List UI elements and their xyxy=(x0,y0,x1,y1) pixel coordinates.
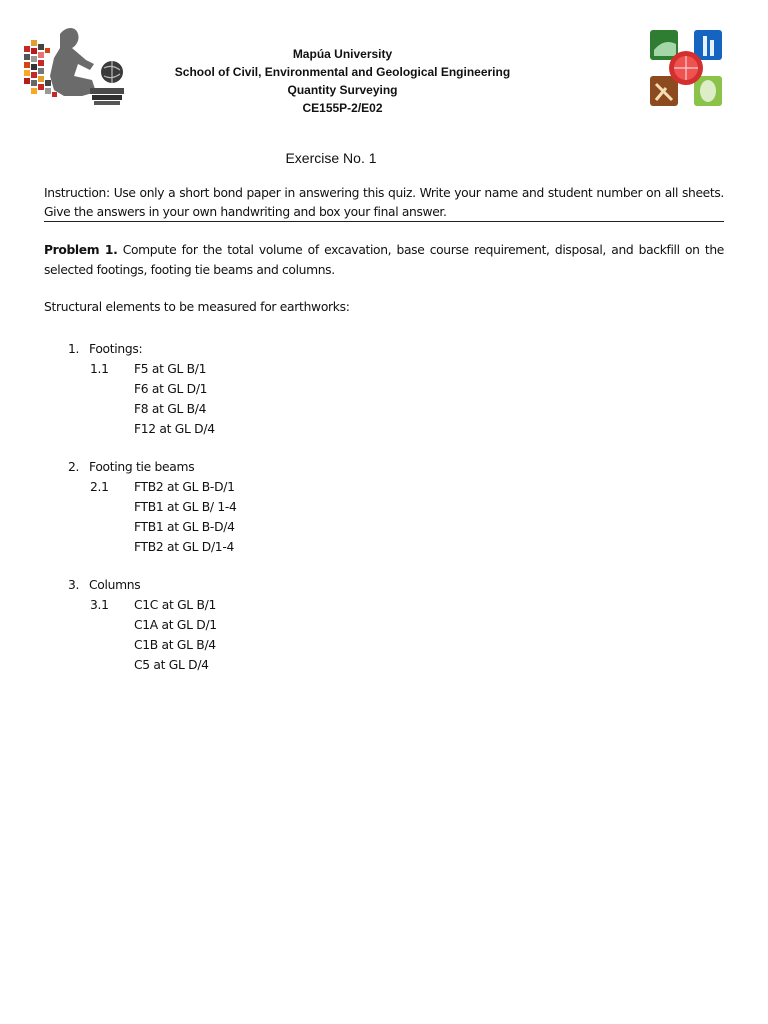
school-quadrant-logo xyxy=(648,28,724,108)
course-name: Quantity Surveying xyxy=(287,83,398,97)
list-item: C5 at GL D/4 xyxy=(134,658,209,672)
section-number: 3. xyxy=(68,578,80,592)
structural-elements-heading: Structural elements to be measured for earthworks: xyxy=(44,300,350,314)
list-item: C1C at GL B/1 xyxy=(134,598,216,612)
sub-number: 2.1 xyxy=(90,480,109,494)
list-item: F8 at GL B/4 xyxy=(134,402,207,416)
section-title: Footing tie beams xyxy=(89,460,195,474)
sub-number: 1.1 xyxy=(90,362,109,376)
list-item: F5 at GL B/1 xyxy=(134,362,207,376)
list-item: FTB2 at GL B-D/1 xyxy=(134,480,235,494)
horizontal-divider xyxy=(44,221,724,222)
problem-statement xyxy=(44,241,724,280)
list-item: C1A at GL D/1 xyxy=(134,618,217,632)
sub-number: 3.1 xyxy=(90,598,109,612)
section-title: Columns xyxy=(89,578,141,592)
university-emblem-logo xyxy=(20,24,130,108)
list-item: FTB1 at GL B-D/4 xyxy=(134,520,235,534)
exercise-title: Exercise No. 1 xyxy=(285,150,377,166)
school-name: School of Civil, Environmental and Geological Engineering xyxy=(174,65,511,79)
section-number: 2. xyxy=(68,460,80,474)
list-item: F12 at GL D/4 xyxy=(134,422,215,436)
course-code: CE155P-2/E02 xyxy=(302,101,383,115)
list-item: FTB2 at GL D/1-4 xyxy=(134,540,234,554)
list-item: FTB1 at GL B/ 1-4 xyxy=(134,500,237,514)
section-number: 1. xyxy=(68,342,80,356)
problem-label: Problem 1. xyxy=(44,243,118,257)
instruction-text: Instruction: Use only a short bond paper in answering this quiz. Write your name and student number on all sheets. Give the answers in your own handwriting and box your final answer. xyxy=(44,186,724,219)
section-title: Footings: xyxy=(89,342,143,356)
problem-text: Compute for the total volume of excavation, base course requirement, disposal, and backfill on the selected footings, footing tie beams and columns. xyxy=(44,243,724,277)
university-name: Mapúa University xyxy=(292,47,393,61)
list-item: C1B at GL B/4 xyxy=(134,638,216,652)
document-header xyxy=(150,45,535,117)
list-item: F6 at GL D/1 xyxy=(134,382,208,396)
